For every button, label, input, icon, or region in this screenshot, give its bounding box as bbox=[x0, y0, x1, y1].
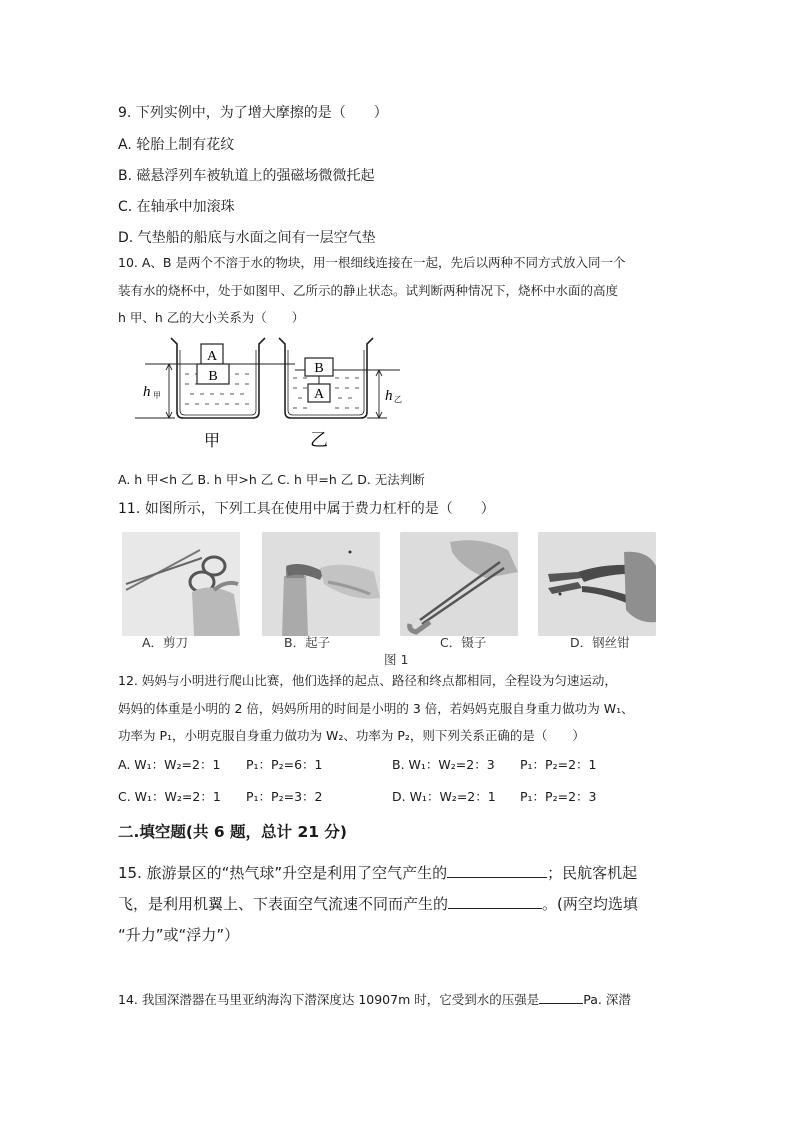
q15-text-1b: ；民航客机起 bbox=[547, 864, 638, 882]
q12-option-d-work: D. W₁：W₂=2：1 bbox=[392, 789, 496, 804]
q15-blank-1[interactable] bbox=[447, 864, 547, 878]
label-block-a-jia: A bbox=[206, 349, 218, 364]
h-yi-subscript: 乙 bbox=[394, 395, 402, 404]
q11-stem: 11. 如图所示，下列工具在使用中属于费力杠杆的是（ ） bbox=[118, 501, 495, 517]
q15-text-1a: 15. 旅游景区的“热气球”升空是利用了空气产生的 bbox=[118, 864, 448, 882]
q12-line1: 12. 妈妈与小明进行爬山比赛，他们选择的起点、路径和终点都相同，全程设为匀速运动， bbox=[118, 673, 617, 688]
section-title: 二.填空题(共 6 题，总计 21 分) bbox=[118, 823, 347, 841]
q12-option-b-work: B. W₁：W₂=2：3 bbox=[392, 757, 495, 772]
q14-line1 bbox=[118, 990, 631, 1009]
q15-blank-2[interactable] bbox=[448, 895, 542, 909]
q10-line3: h 甲、h 乙的大小关系为（ ） bbox=[118, 310, 305, 325]
q15-line1 bbox=[118, 864, 637, 882]
q12-option-c-power: P₁：P₂=3：2 bbox=[246, 789, 323, 804]
q9-stem: 9. 下列实例中，为了增大摩擦的是（ ） bbox=[118, 105, 388, 121]
caption-bottle-opener: B．起子 bbox=[284, 635, 331, 650]
q14-blank[interactable] bbox=[539, 990, 583, 1004]
beaker-figure bbox=[135, 330, 405, 455]
photo-wire-pliers bbox=[538, 532, 656, 636]
q14-text-b: Pa. 深潜 bbox=[583, 992, 631, 1007]
h-yi-symbol: h bbox=[385, 388, 393, 404]
q15-text-2b: 。(两空均选填 bbox=[542, 895, 638, 913]
label-block-b-jia: B bbox=[208, 369, 218, 384]
q10-options: A. h 甲<h 乙 B. h 甲>h 乙 C. h 甲=h 乙 D. 无法判断 bbox=[118, 472, 425, 487]
photo-bottle-opener bbox=[262, 532, 380, 636]
q9-option-d: D. 气垫船的船底与水面之间有一层空气垫 bbox=[118, 230, 376, 246]
beaker-jia bbox=[135, 338, 295, 450]
q12-line2: 妈妈的体重是小明的 2 倍，妈妈所用的时间是小明的 3 倍，若妈妈克服自身重力做功为 W₁、 bbox=[118, 701, 634, 716]
q12-option-a-power: P₁：P₂=6：1 bbox=[246, 757, 323, 772]
pliers-icon bbox=[538, 532, 656, 636]
caption-scissors: A．剪刀 bbox=[142, 635, 189, 650]
h-jia-subscript: 甲 bbox=[153, 391, 161, 400]
label-block-a-yi: A bbox=[313, 387, 325, 402]
label-block-b-yi: B bbox=[314, 361, 324, 376]
q9-option-c: C. 在轴承中加滚珠 bbox=[118, 199, 235, 215]
photo-tweezers bbox=[400, 532, 518, 636]
caption-yi: 乙 bbox=[310, 430, 328, 451]
q9-option-a: A. 轮胎上制有花纹 bbox=[118, 137, 235, 153]
q14-text-a: 14. 我国深潜器在马里亚纳海沟下潜深度达 10907m 时，它受到水的压强是 bbox=[118, 992, 540, 1007]
photo-scissors bbox=[122, 532, 240, 636]
caption-tweezers: C．镊子 bbox=[440, 635, 487, 650]
q12-option-b-power: P₁：P₂=2：1 bbox=[520, 757, 597, 772]
q12-option-a-work: A. W₁：W₂=2：1 bbox=[118, 757, 221, 772]
q10-line2: 装有水的烧杯中，处于如图甲、乙所示的静止状态。试判断两种情况下，烧杯中水面的高度 bbox=[118, 283, 619, 298]
q15-line2 bbox=[118, 895, 638, 913]
q10-line1: 10. A、B 是两个不溶于水的物块，用一根细线连接在一起，先后以两种不同方式放入同一个 bbox=[118, 255, 626, 270]
q12-line3: 功率为 P₁，小明克服自身重力做功为 W₂、功率为 P₂，则下列关系正确的是（ ） bbox=[118, 728, 585, 743]
bottle-opener-icon bbox=[262, 532, 380, 636]
scissors-icon bbox=[122, 532, 240, 636]
q12-option-d-power: P₁：P₂=2：3 bbox=[520, 789, 597, 804]
tweezers-icon bbox=[400, 532, 518, 636]
figure-label: 图 1 bbox=[384, 652, 409, 667]
h-jia-symbol: h bbox=[143, 384, 151, 400]
beaker-yi bbox=[279, 338, 402, 451]
caption-pliers: D．钢丝钳 bbox=[570, 635, 630, 650]
q12-option-c-work: C. W₁：W₂=2：1 bbox=[118, 789, 221, 804]
q15-line3: “升力”或“浮力”） bbox=[118, 926, 240, 944]
caption-jia: 甲 bbox=[203, 431, 221, 450]
q15-text-2a: 飞，是利用机翼上、下表面空气流速不同而产生的 bbox=[118, 895, 449, 913]
q9-option-b: B. 磁悬浮列车被轨道上的强磁场微微托起 bbox=[118, 168, 375, 184]
